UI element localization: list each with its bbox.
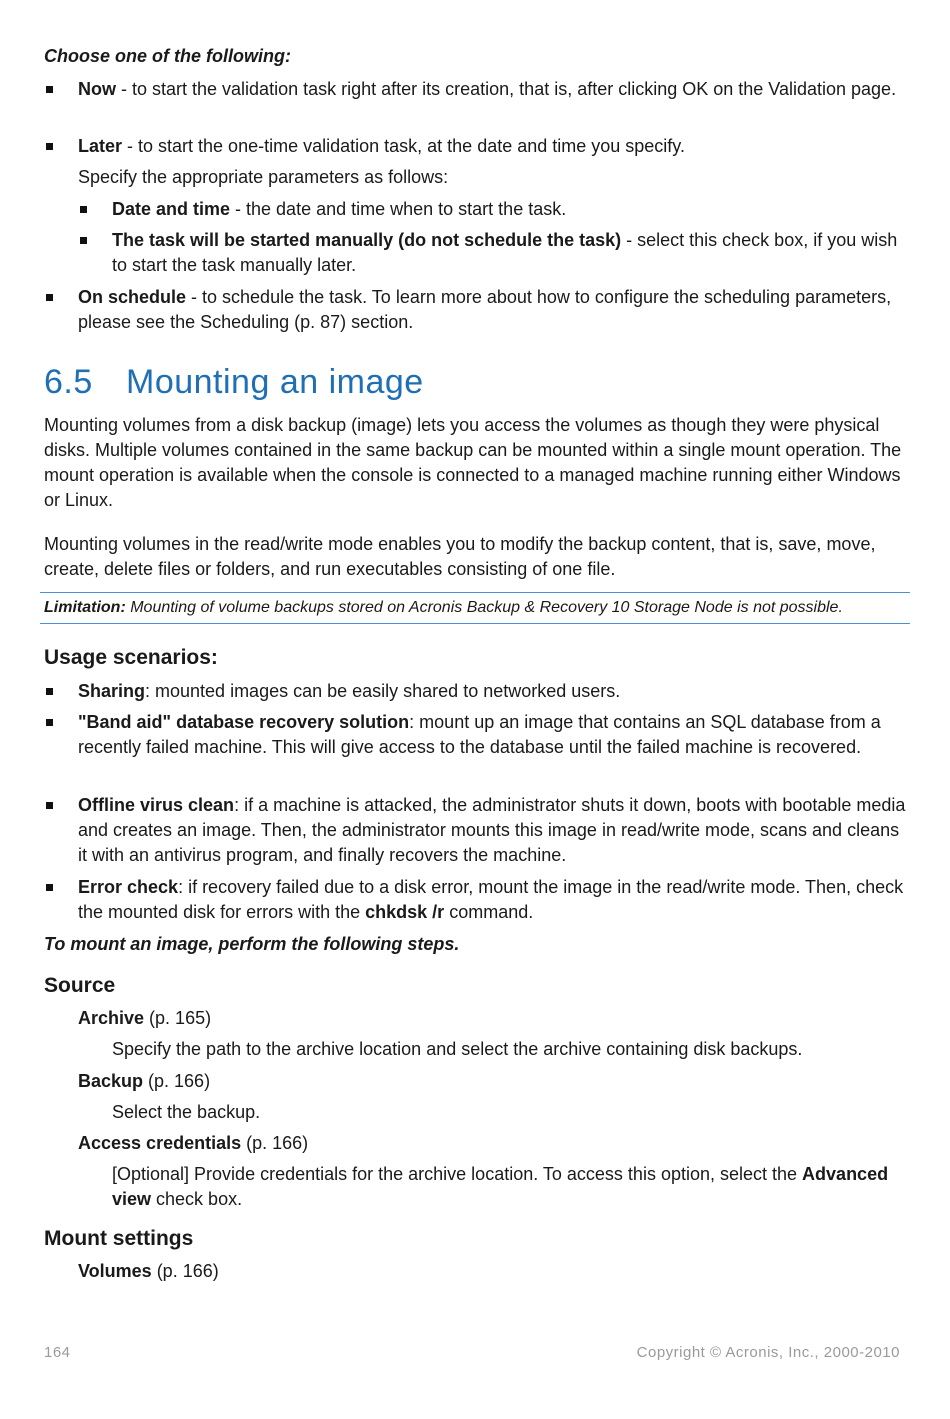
steps-heading: To mount an image, perform the following steps. [44,934,460,954]
section-title: Mounting an image [126,363,424,401]
list-item-offline-virus-clean: Offline virus clean: if a machine is attacked, the administrator shuts it down, boots with bootable media and creates an image. Then, the administrator mounts this image in read/write mode, scans and cleans it with an antivirus program, and finally recovers the machine. [78,795,906,865]
choose-heading: Choose one of the following: [44,46,291,66]
list-item-manual: The task will be started manually (do not schedule the task) - select this check box, if you wish to start the task manually later. [112,230,898,275]
backup-item: Backup (p. 166) [78,1071,211,1091]
page-footer [44,1340,900,1365]
list-item-error-check: Error check: if recovery failed due to a disk error, mount the image in the read/write mode. Then, check the mounted disk for errors with the chkdsk /r command. [78,877,904,922]
credentials-description: [Optional] Provide credentials for the archive location. To access this option, select the Advanced view check box. [112,1164,889,1209]
backup-description: Select the backup. [112,1102,261,1122]
usage-heading: Usage scenarios: [44,646,218,669]
list-item-later: Later - to start the one-time validation task, at the date and time you specify. [78,136,685,156]
limitation-note: Limitation: Mounting of volume backups stored on Acronis Backup & Recovery 10 Storage Node is not possible. [40,592,910,624]
archive-item: Archive (p. 165) [78,1008,212,1028]
page-number: 164 [44,1344,71,1361]
list-item-band-aid: "Band aid" database recovery solution: mount up an image that contains an SQL database from a recently failed machine. This will give access to the database until the failed machine is recovered. [78,712,881,757]
copyright-text: Copyright © Acronis, Inc., 2000-2010 [636,1344,900,1361]
specify-text: Specify the appropriate parameters as follows: [78,167,449,187]
section-paragraph-2: Mounting volumes in the read/write mode enables you to modify the backup content, that is, save, move, create, delete files or folders, and run executables consisting of one file. [44,534,876,579]
list-item-on-schedule: On schedule - to schedule the task. To learn more about how to configure the scheduling parameters, please see the Scheduling (p. 87) section. [78,287,892,332]
section-heading [44,362,906,402]
section-number: 6.5 [44,363,93,401]
credentials-item: Access credentials (p. 166) [78,1133,309,1153]
list-item-sharing: Sharing: mounted images can be easily shared to networked users. [78,681,621,701]
volumes-item: Volumes (p. 166) [78,1261,219,1281]
list-item-date-time: Date and time - the date and time when to start the task. [112,199,567,219]
mount-settings-heading: Mount settings [44,1227,194,1250]
archive-description: Specify the path to the archive location and select the archive containing disk backups. [112,1039,803,1059]
chkdsk-command: chkdsk /r [365,902,445,922]
list-item-now: Now - to start the validation task right after its creation, that is, after clicking OK on the Validation page. [78,79,897,99]
source-heading: Source [44,974,116,997]
section-paragraph-1: Mounting volumes from a disk backup (image) lets you access the volumes as though they were physical disks. Multiple volumes contained in the same backup can be mounted within a single mount operation. The mount operation is available when the console is connected to a managed machine running either Windows or Linux. [44,415,902,510]
